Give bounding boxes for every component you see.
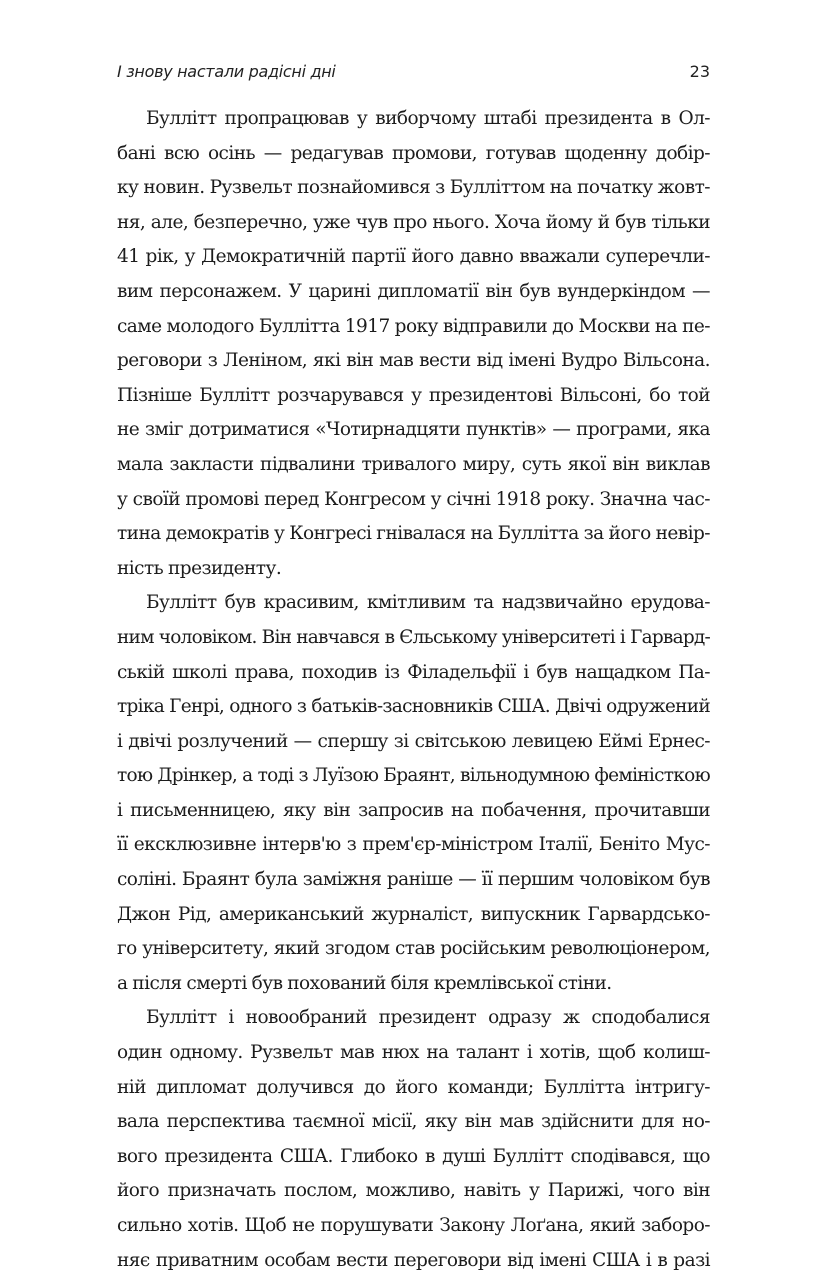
text-line: один одному. Рузвельт мав нюх на талант і хотів, щоб колиш- xyxy=(117,1042,710,1064)
text-line: Пізніше Буллітт розчарувався у президентові Вільсоні, бо той xyxy=(117,384,710,406)
text-line: і письменницею, яку він запросив на побачення, прочитавши xyxy=(117,799,710,821)
text-line: го університету, який згодом став російським революціонером, xyxy=(117,938,710,960)
running-title: І знову настали радісні дні xyxy=(117,62,336,81)
paragraph-3 xyxy=(117,1001,710,1278)
text-line: тою Дрінкер, а тоді з Луїзою Браянт, вільнодумною феміністкою xyxy=(117,765,710,787)
page-number: 23 xyxy=(689,62,710,81)
text-line: тина демократів у Конгресі гнівалася на Буллітта за його невір- xyxy=(117,523,710,545)
text-line: Джон Рід, американський журналіст, випускник Гарвардсько- xyxy=(117,903,710,925)
text-line: ку новин. Рузвельт познайомився з Булліттом на початку жовт- xyxy=(117,177,710,199)
text-line: і двічі розлучений — спершу зі світською левицею Еймі Ернес- xyxy=(117,730,710,752)
text-line: Буллітт пропрацював у виборчому штабі президента в Ол- xyxy=(146,108,710,129)
text-line: соліні. Браянт була заміжня раніше — її першим чоловіком був xyxy=(117,869,710,891)
running-header xyxy=(117,62,710,86)
text-line: його призначать послом, можливо, навіть у Парижі, чого він xyxy=(117,1180,710,1202)
text-line: ним чоловіком. Він навчався в Єльському університеті і Гарвард- xyxy=(117,626,710,648)
text-line: вала перспектива таємної місії, яку він мав здійснити для но- xyxy=(117,1111,710,1133)
text-line: саме молодого Буллітта 1917 року відправили до Москви на пе- xyxy=(117,315,710,337)
text-line: 41 рік, у Демократичній партії його давно вважали суперечли- xyxy=(117,246,710,268)
text-line: а після смерті був похований біля кремлівської стіни. xyxy=(117,972,612,994)
text-line: тріка Генрі, одного з батьків-засновників США. Двічі одружений xyxy=(117,696,710,718)
text-line: Буллітт був красивим, кмітливим та надзвичайно ерудова- xyxy=(146,592,710,614)
text-line: у своїй промові перед Конгресом у січні 1918 року. Значна час- xyxy=(117,488,710,510)
text-line: няє приватним особам вести переговори від імені США і в разі xyxy=(117,1249,710,1271)
text-line: не зміг дотриматися «Чотирнадцяти пунктів» — програми, яка xyxy=(117,419,710,441)
text-line: ня, але, безперечно, уже чув про нього. Хоча йому й був тільки xyxy=(117,211,710,233)
text-line: її ексклюзивне інтерв'ю з прем'єр-міністром Італії, Беніто Мус- xyxy=(117,834,710,856)
text-line: бані всю осінь — редагував промови, готував щоденну добір- xyxy=(117,142,710,164)
text-line: ській школі права, походив із Філадельфії і був нащадком Па- xyxy=(117,661,710,683)
text-line: ній дипломат долучився до його команди; Буллітта інтригу- xyxy=(117,1076,710,1098)
text-line: вим персонажем. У царині дипломатії він був вундеркіндом — xyxy=(117,280,710,302)
paragraph-2 xyxy=(117,586,710,1001)
text-line: Буллітт і новообраний президент одразу ж сподобалися xyxy=(146,1007,710,1029)
body-text xyxy=(117,102,710,1278)
text-line: вого президента США. Глибоко в душі Буллітт сподівався, що xyxy=(117,1145,710,1167)
text-line: мала закласти підвалини тривалого миру, суть якої він виклав xyxy=(117,453,710,475)
text-line: сильно хотів. Щоб не порушувати Закону Лоґана, який заборо- xyxy=(117,1215,710,1236)
paragraph-1 xyxy=(117,102,710,586)
text-line: ність президенту. xyxy=(117,557,282,579)
text-line: реговори з Леніном, які він мав вести від імені Вудро Вільсона. xyxy=(117,350,710,372)
